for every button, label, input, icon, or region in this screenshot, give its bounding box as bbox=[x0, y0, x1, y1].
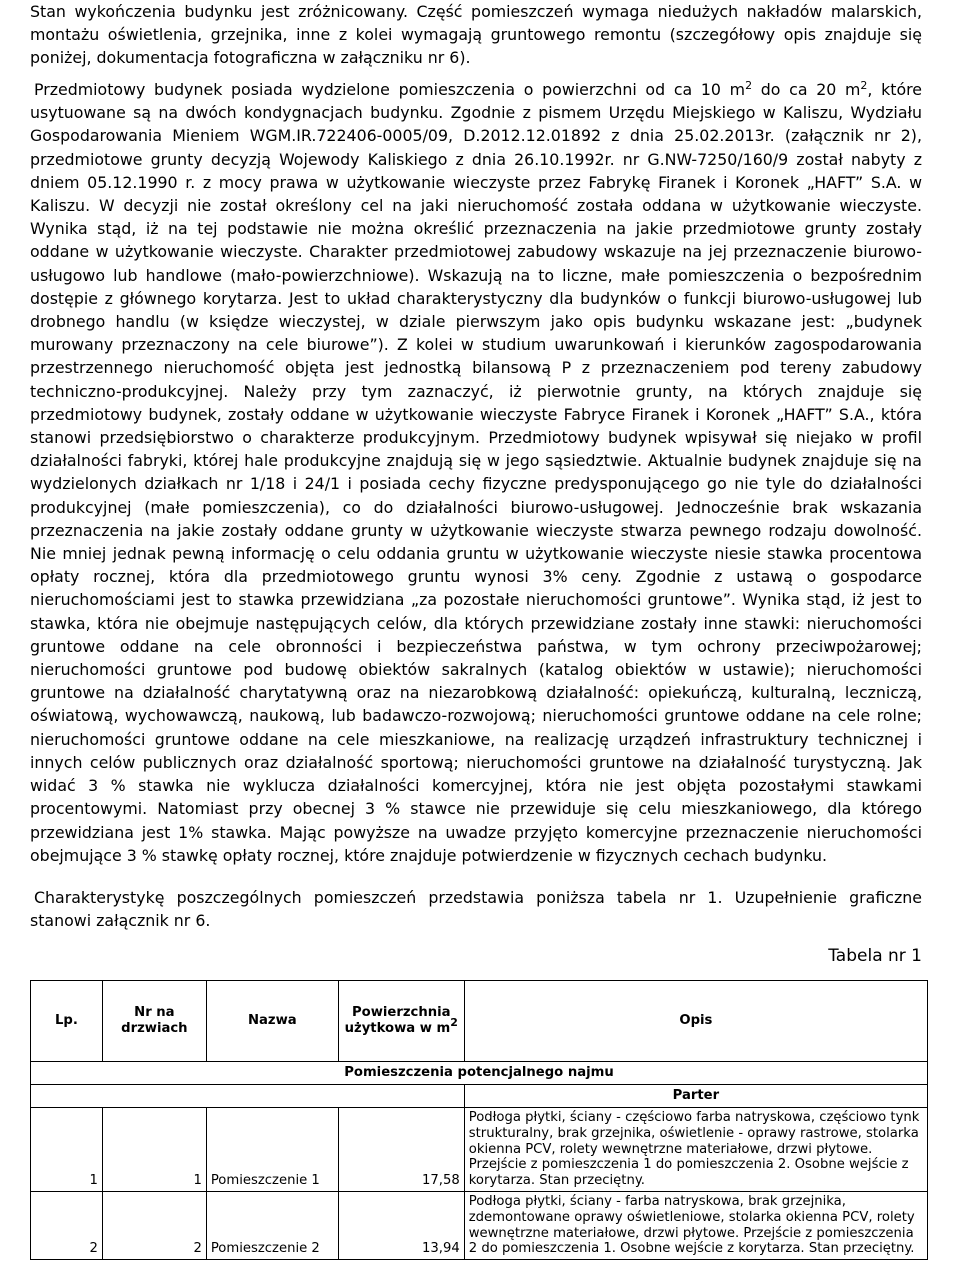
superscript-2: 2 bbox=[860, 79, 868, 92]
subsection-row bbox=[31, 1085, 928, 1108]
paragraph-condition: Stan wykończenia budynku jest zróżnicowany. Część pomieszczeń wymaga niedużych nakładów malarskich, montażu oświetlenia, grzejnika, inne z kolei wymagają gruntowego remontu (szczegółowy opis znajduje się poniżej, dokumentacja fotograficzna w załączniku nr 6). bbox=[30, 2, 922, 68]
cell-description: Podłoga płytki, ściany - częściowo farba natryskowa, częściowo tynk strukturalny, brak grzejnika, oświetlenie - oprawy rastrowe, stolarka okienna PCV, rolety wewnętrzne materiałowe, drzwi płytowe. Przejście z pomieszczenia 1 do pomieszczenia 2. Osobne wejście z korytarza. Stan przeciętny. bbox=[464, 1108, 927, 1192]
subsection-label: Parter bbox=[464, 1085, 927, 1108]
cell-area: 17,58 bbox=[338, 1108, 464, 1192]
header-area bbox=[338, 981, 464, 1062]
header-area-text: Powierzchnia użytkowa w m bbox=[344, 1005, 451, 1036]
rooms-table bbox=[30, 980, 928, 1260]
paragraph-description-part-b: do ca 20 m bbox=[752, 80, 861, 99]
section-row bbox=[31, 1062, 928, 1085]
table-row bbox=[31, 1108, 928, 1192]
cell-name: Pomieszczenie 1 bbox=[206, 1108, 338, 1192]
cell-lp: 2 bbox=[31, 1191, 103, 1259]
cell-door-number: 1 bbox=[102, 1108, 206, 1192]
cell-description: Podłoga płytki, ściany - farba natryskowa, brak grzejnika, zdemontowane oprawy oświetleniowe, stolarka okienna PCV, rolety wewnętrzne materiałowe, drzwi płytowe. Przejście z pomieszczenia 2 do pomieszczenia 1. Osobne wejście z korytarza. Stan przeciętny. bbox=[464, 1191, 927, 1259]
paragraph-description-part-a: Przedmiotowy budynek posiada wydzielone pomieszczenia o powierzchni od ca 10 m bbox=[34, 80, 746, 99]
section-label: Pomieszczenia potencjalnego najmu bbox=[31, 1062, 928, 1085]
paragraph-description bbox=[30, 78, 922, 867]
header-door-number: Nr na drzwiach bbox=[102, 981, 206, 1062]
cell-area: 13,94 bbox=[338, 1191, 464, 1259]
table-header-row bbox=[31, 981, 928, 1062]
cell-lp: 1 bbox=[31, 1108, 103, 1192]
header-description: Opis bbox=[464, 981, 927, 1062]
header-area-sup: 2 bbox=[450, 1016, 458, 1029]
header-name: Nazwa bbox=[206, 981, 338, 1062]
paragraph-table-intro: Charakterystykę poszczególnych pomieszczeń przedstawia poniższa tabela nr 1. Uzupełnienie graficzne stanowi załącznik nr 6. bbox=[30, 888, 922, 931]
cell-name: Pomieszczenie 2 bbox=[206, 1191, 338, 1259]
subsection-spacer bbox=[31, 1085, 465, 1108]
table-caption: Tabela nr 1 bbox=[828, 946, 922, 966]
header-lp: Lp. bbox=[31, 981, 103, 1062]
superscript-2: 2 bbox=[745, 79, 753, 92]
cell-door-number: 2 bbox=[102, 1191, 206, 1259]
table-row bbox=[31, 1191, 928, 1259]
paragraph-description-part-c: , które usytuowane są na dwóch kondygnacjach budynku. Zgodnie z pismem Urzędu Miejskiego w Kaliszu, Wydziału Gospodarowania Mieniem WGM.IR.722406-0005/09, D.2012.12.01892 z dnia 25.02.2013r. (załącznik nr 2), przedmiotowe grunty decyzją Wojewody Kaliskiego z dnia 26.10.1992r. nr G.NW-7250/160/9 został nabyty z dniem 05.12.1990 r. z mocy prawa w użytkowanie wieczyste przez Fabrykę Firanek i Koronek „HAFT” S.A. w Kaliszu. W decyzji nie został określony cel na jaki nieruchomość została oddana w użytkowanie wieczyste. Wynika stąd, iż na tej podstawie nie można określić przeznaczenia na jakie przedmiotowe grunty zostały oddane w użytkowanie wieczyste. Charakter przedmiotowej zabudowy wskazuje na jej przeznaczenie biurowo- usługowo lub handlowe (mało-powierzchniowe). Wskazują na to liczne, małe pomieszczenia o bezpośrednim dostępie z głównego korytarza. Jest to układ charakterystyczny dla budynków o funkcji biurowo-usługowej lub drobnego handlu (w księdze wieczystej, w dziale pierwszym jako opis budynku wskazane jest: „budynek murowany przeznaczony na cele biurowe”). Z kolei w studium uwarunkowań i kierunków zagospodarowania przestrzennego nieruchomość objęta jest jednostką bilansową P z przeznaczeniem pod tereny zabudowy techniczno-produkcyjnej. Należy przy tym zaznaczyć, iż pierwotnie grunty, na których znajduje się przedmiotowy budynek, zostały oddane w użytkowanie wieczyste Fabryce Firanek i Koronek „HAFT” S.A., która stanowi przedsiębiorstwo o charakterze produkcyjnym. Przedmiotowy budynek wpisywał się niejako w profil działalności fabryki, której hale produkcyjne znajdują się w jego sąsiedztwie. Aktualnie budynek znajduje się na wydzielonych działkach nr 1/18 i 24/1 i posiada cechy fizyczne predysponującego go nie tyle do działalności produkcyjnej (małe pomieszczenia), co do działalności biurowo-usługowej. Jednocześnie brak wskazania przeznaczenia na jakie zostały oddane grunty w użytkowanie wieczyste stwarza pewnego rodzaju dowolność. Nie mniej jednak pewną informację o celu oddania gruntu w użytkowanie wieczyste niesie stawka procentowa opłaty rocznej, która dla przedmiotowego gruntu wynosi 3% ceny. Zgodnie z ustawą o gospodarce nieruchomościami jest to stawka przewidziana „za pozostałe nieruchomości gruntowe”. Wynika stąd, iż jest to stawka, która nie obejmuje następujących celów, dla których przewidziane zostały inne stawki: nieruchomości gruntowe oddane na cele obronności i bezpieczeństwa państwa, w tym ochrony przeciwpożarowej; nieruchomości gruntowe pod budowę obiektów sakralnych (katalog obiektów w ustawie); nieruchomości gruntowe na działalność charytatywną oraz na niezarobkową działalność: opiekuńczą, kulturalną, leczniczą, oświatową, wychowawczą, naukową, lub badawczo-rozwojową; nieruchomości gruntowe oddane na cele rolne; nieruchomości gruntowe oddane na cele mieszkaniowe, na realizację urządzeń infrastruktury technicznej i innych celów publicznych oraz działalność sportową; nieruchomości gruntowe na działalność turystyczną. Jak widać 3 % stawka nie wyklucza działalności komercyjnej, która nie jest objęta pozostałymi stawkami procentowymi. Natomiast przy obecnej 3 % stawce nie przewiduje się celu mieszkaniowego, dla którego przewidziana jest 1% stawka. Mając powyższe na uwadze przyjęto komercyjne przeznaczenie nieruchomości obejmujące 3 % stawkę opłaty rocznej, które znajduje potwierdzenie w fizycznych cechach budynku. bbox=[30, 80, 922, 865]
